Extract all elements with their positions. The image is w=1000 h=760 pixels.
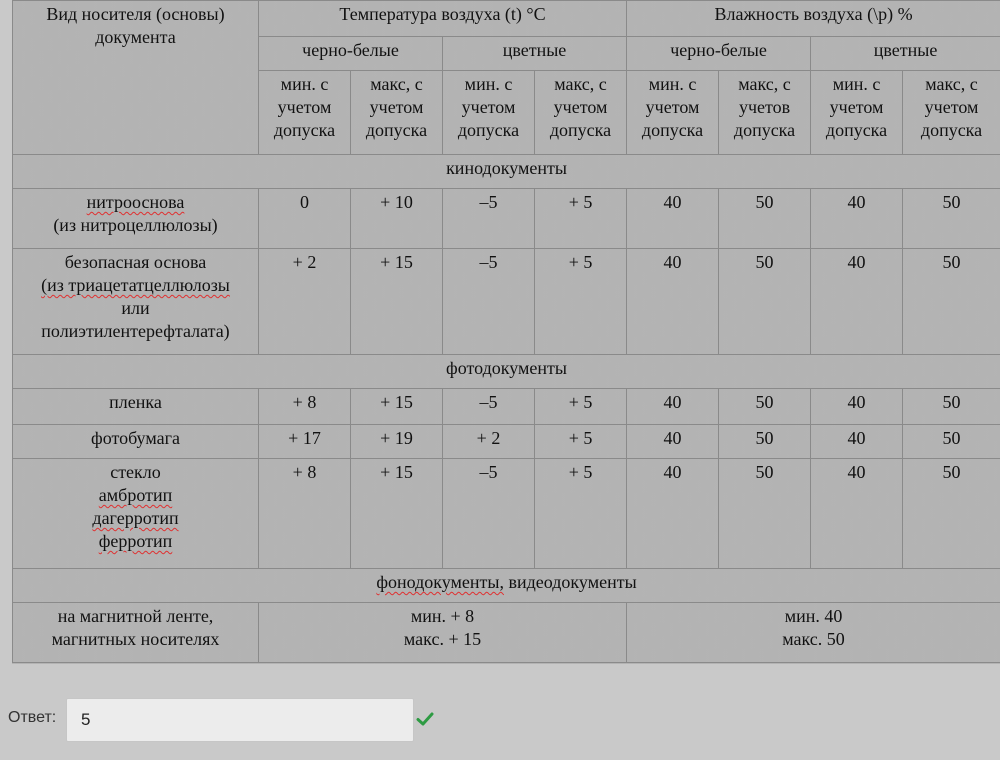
carrier-name-line: (из нитроцеллюлозы) bbox=[53, 215, 218, 235]
header-limit: макс, с учетом допуска bbox=[535, 71, 627, 155]
section-title: кинодокументы bbox=[13, 155, 1000, 189]
table-cell: 50 bbox=[719, 389, 811, 425]
carrier-name-line: амбротип bbox=[98, 485, 173, 505]
table-cell: + 5 bbox=[535, 249, 627, 355]
section-title bbox=[13, 569, 1000, 603]
carrier-name bbox=[13, 389, 259, 425]
answer-input[interactable] bbox=[66, 698, 414, 742]
document-sheet bbox=[12, 0, 1000, 664]
table-cell: + 19 bbox=[351, 425, 443, 459]
carrier-name-line: дагерротип bbox=[92, 508, 179, 528]
table-cell: + 5 bbox=[535, 389, 627, 425]
magnetic-temp-max: макс. + 15 bbox=[403, 629, 482, 649]
carrier-name-line: нитрооснова bbox=[86, 192, 185, 212]
table-cell: + 15 bbox=[351, 389, 443, 425]
section-title-part: фонодокументы, bbox=[376, 572, 505, 592]
answer-label: Ответ: bbox=[8, 709, 57, 726]
section-row bbox=[13, 155, 1000, 189]
table-cell: 40 bbox=[627, 249, 719, 355]
header-temp-color: цветные bbox=[443, 37, 627, 71]
table-cell: –5 bbox=[443, 459, 535, 569]
carrier-name-line: стекло bbox=[110, 462, 161, 482]
table-cell: 40 bbox=[627, 425, 719, 459]
table-cell: + 8 bbox=[259, 459, 351, 569]
header-temp-bw: черно-белые bbox=[259, 37, 443, 71]
carrier-name-line: фотобумага bbox=[91, 428, 180, 448]
table-cell: 40 bbox=[811, 459, 903, 569]
header-limit: макс, с учетом допуска bbox=[903, 71, 1000, 155]
table-cell: + 2 bbox=[443, 425, 535, 459]
header-hum-color: цветные bbox=[811, 37, 1000, 71]
table-row bbox=[13, 189, 1000, 249]
table-cell: + 2 bbox=[259, 249, 351, 355]
table-cell: + 10 bbox=[351, 189, 443, 249]
check-icon bbox=[416, 710, 434, 728]
table-cell: + 8 bbox=[259, 389, 351, 425]
magnetic-hum-max: макс. 50 bbox=[782, 629, 845, 649]
storage-conditions-table bbox=[12, 0, 1000, 663]
carrier-name-line: (из триацетатцеллюлозы bbox=[41, 275, 230, 295]
carrier-name-line: безопасная основа bbox=[64, 252, 207, 272]
table-row bbox=[13, 425, 1000, 459]
header-hum-bw: черно-белые bbox=[627, 37, 811, 71]
header-limit: макс, с учетом допуска bbox=[351, 71, 443, 155]
table-cell: + 17 bbox=[259, 425, 351, 459]
magnetic-temperature bbox=[259, 603, 627, 663]
header-carrier: Вид носителя (основы) документа bbox=[13, 1, 259, 155]
carrier-name-line: полиэтилентерефталата) bbox=[41, 321, 230, 341]
table-cell: –5 bbox=[443, 389, 535, 425]
table-cell: + 15 bbox=[351, 459, 443, 569]
table-cell: + 5 bbox=[535, 425, 627, 459]
magnetic-temp-min: мин. + 8 bbox=[410, 606, 475, 626]
carrier-name bbox=[13, 425, 259, 459]
table-cell: 50 bbox=[903, 425, 1000, 459]
table-cell: 40 bbox=[811, 189, 903, 249]
section-row bbox=[13, 569, 1000, 603]
table-cell: 40 bbox=[811, 425, 903, 459]
table-cell: 40 bbox=[627, 459, 719, 569]
carrier-name bbox=[13, 603, 259, 663]
table-row bbox=[13, 249, 1000, 355]
table-cell: 50 bbox=[903, 249, 1000, 355]
carrier-name-line: ферротип bbox=[98, 531, 173, 551]
carrier-name bbox=[13, 249, 259, 355]
table-cell: –5 bbox=[443, 189, 535, 249]
table-cell: 50 bbox=[903, 189, 1000, 249]
header-limit: мин. с учетом допуска bbox=[811, 71, 903, 155]
table-cell: 40 bbox=[627, 389, 719, 425]
table-cell: –5 bbox=[443, 249, 535, 355]
table-cell: + 5 bbox=[535, 459, 627, 569]
table-cell: + 15 bbox=[351, 249, 443, 355]
carrier-name-line: на магнитной ленте, bbox=[57, 606, 214, 626]
header-limit: мин. с учетом допуска bbox=[443, 71, 535, 155]
carrier-name-line: или bbox=[121, 298, 150, 318]
section-row bbox=[13, 355, 1000, 389]
carrier-name-line: магнитных носителях bbox=[51, 629, 220, 649]
table-cell: 50 bbox=[903, 459, 1000, 569]
header-limit: макс, с учетов допуска bbox=[719, 71, 811, 155]
magnetic-hum-min: мин. 40 bbox=[784, 606, 843, 626]
section-title-part: видеодокументы bbox=[504, 572, 637, 592]
table-row bbox=[13, 389, 1000, 425]
carrier-name-line: пленка bbox=[109, 392, 162, 412]
table-cell: 40 bbox=[811, 249, 903, 355]
table-cell: 50 bbox=[719, 459, 811, 569]
table-cell: + 5 bbox=[535, 189, 627, 249]
header-row-groups bbox=[13, 1, 1000, 37]
table-cell: 40 bbox=[811, 389, 903, 425]
table-cell: 50 bbox=[719, 249, 811, 355]
header-temperature: Температура воздуха (t) °C bbox=[259, 1, 627, 37]
header-limit: мин. с учетом допуска bbox=[627, 71, 719, 155]
table-row bbox=[13, 603, 1000, 663]
section-title: фотодокументы bbox=[13, 355, 1000, 389]
magnetic-humidity bbox=[627, 603, 1000, 663]
table-cell: 40 bbox=[627, 189, 719, 249]
table-row bbox=[13, 459, 1000, 569]
header-humidity: Влажность воздуха (\р) % bbox=[627, 1, 1000, 37]
carrier-name bbox=[13, 459, 259, 569]
header-limit: мин. с учетом допуска bbox=[259, 71, 351, 155]
table-cell: 0 bbox=[259, 189, 351, 249]
table-cell: 50 bbox=[719, 425, 811, 459]
table-cell: 50 bbox=[719, 189, 811, 249]
table-cell: 50 bbox=[903, 389, 1000, 425]
carrier-name bbox=[13, 189, 259, 249]
